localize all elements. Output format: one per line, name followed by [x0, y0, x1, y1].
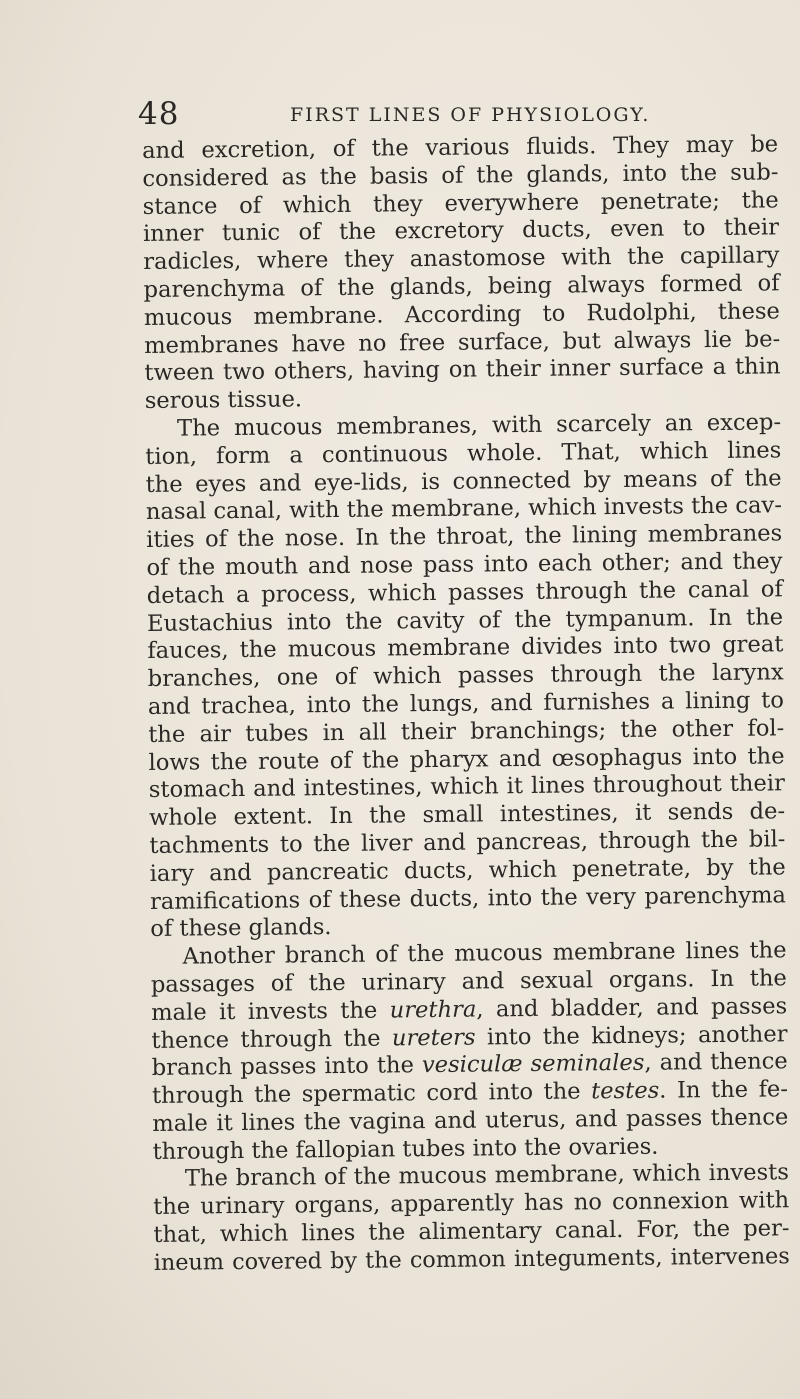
text-line: serous tissue.	[144, 386, 303, 415]
text-line: iary and pancreatic ducts, which penetrate, by the	[149, 854, 786, 887]
text-run: through the spermatic cord into the	[151, 1078, 592, 1110]
text-line: nasal canal, with the membrane, which invests the cav-	[145, 492, 783, 526]
text-line: inner tunic of the excretory ducts, even to their	[142, 214, 780, 248]
italic-term: ureters	[391, 1024, 476, 1051]
text-line: of the mouth and nose pass into each other; and they	[146, 548, 783, 581]
text-line: tachments to the liver and pancreas, through the bil-	[149, 826, 786, 859]
text-line: lows the route of the pharyx and œsophagus into the	[148, 742, 785, 776]
text-line: radicles, where they anastomose with the capillary	[143, 242, 780, 276]
text-line: membranes have no free surface, but always lie be-	[144, 325, 781, 359]
text-run: , and bladder, and passes	[476, 992, 788, 1023]
text-line: passages of the urinary and sexual organs. In the	[150, 965, 787, 998]
text-line: Eustachius into the cavity of the tympanum. In the	[146, 603, 784, 637]
page-number: 48	[138, 96, 180, 132]
text-line: male it lines the vagina and uterus, and passes thence	[152, 1104, 789, 1137]
text-line: the air tubes in all their branchings; the other fol-	[148, 715, 785, 748]
text-line: and excretion, of the various fluids. They may be	[142, 131, 779, 164]
italic-term: urethra	[389, 996, 477, 1024]
text-line: and trachea, into the lungs, and furnishes a lining to	[147, 687, 785, 720]
italic-term: vesiculæ seminales	[421, 1050, 645, 1079]
text-line: the eyes and eye-lids, is connected by means of the	[145, 464, 782, 498]
text-line: considered as the basis of the glands, into the sub-	[142, 159, 779, 192]
text-line: ities of the nose. In the throat, the lining membranes	[146, 520, 783, 554]
text-line: fauces, the mucous membrane divides into two great	[147, 631, 784, 665]
text-line: The mucous membranes, with scarcely an excep-	[176, 409, 782, 442]
text-line: the urinary organs, apparently has no connexion with	[153, 1187, 790, 1221]
text-run: into the kidneys; another	[475, 1020, 788, 1051]
text-line: of these glands.	[150, 914, 332, 943]
text-line: Another branch of the mucous membrane lines the	[182, 937, 787, 970]
text-line: that, which lines the alimentary canal. For, the per-	[153, 1215, 790, 1249]
text-line: stance of which they everywhere penetrate; the	[142, 186, 779, 220]
text-run: branch passes into the	[151, 1052, 423, 1082]
italic-term: testes	[591, 1077, 660, 1105]
body-text	[142, 131, 790, 1277]
text-run: male it invests the	[151, 997, 390, 1026]
text-run: thence through the	[151, 1024, 393, 1054]
text-line: ramifications of these ducts, into the very parenchyma	[149, 881, 787, 915]
text-line: ineum covered by the common integuments, intervenes	[153, 1243, 790, 1276]
text-line: branches, one of which passes through the larynx	[147, 659, 784, 693]
text-line: stomach and intestines, which it lines throughout their	[148, 770, 785, 804]
text-line: mucous membrane. According to Rudolphi, these	[143, 298, 780, 331]
text-run: . In the fe-	[659, 1076, 789, 1104]
text-line: The branch of the mucous membrane, which invests	[184, 1159, 790, 1193]
text-line: through the fallopian tubes into the ovaries.	[152, 1133, 659, 1165]
text-line: detach a process, which passes through the canal of	[146, 576, 783, 609]
text-line: tween two others, having on their inner surface a thin	[144, 353, 781, 387]
text-run: , and thence	[644, 1048, 788, 1077]
page-header	[138, 94, 738, 134]
text-line: whole extent. In the small intestines, it sends de-	[148, 798, 786, 832]
running-head: FIRST LINES OF PHYSIOLOGY.	[290, 104, 651, 126]
text-line: parenchyma of the glands, being always formed of	[143, 270, 780, 303]
text-line: tion, form a continuous whole. That, which lines	[145, 437, 782, 470]
